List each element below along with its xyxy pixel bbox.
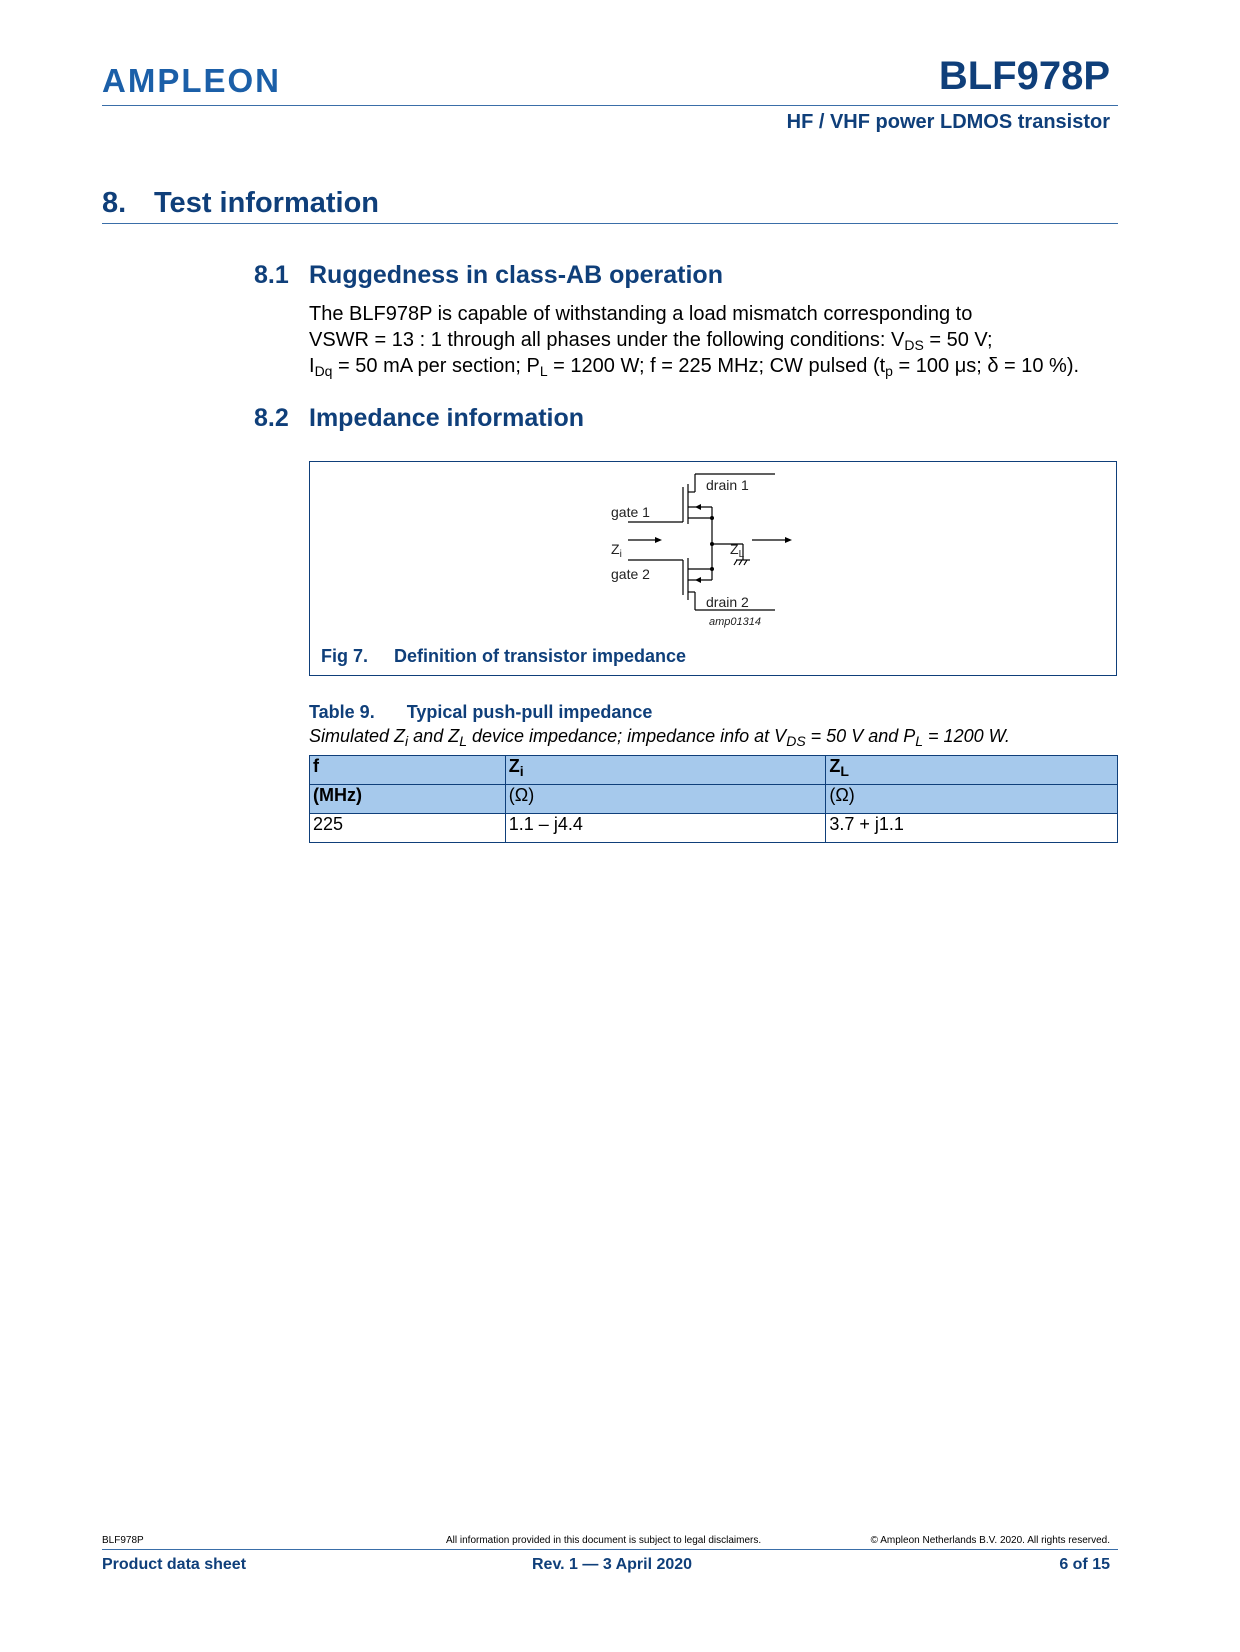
header-rule — [102, 105, 1118, 106]
unit-ohm-zl: (Ω) — [826, 785, 1118, 814]
footer-page-number: 6 of 15 — [1059, 1556, 1110, 1573]
section-8-number: 8. — [102, 187, 127, 219]
zl-label: $Z_L$ — [730, 541, 745, 560]
zi-arrowhead — [655, 537, 662, 543]
cell-zi: 1.1 – j4.4 — [505, 814, 826, 843]
footer-doc-id: BLF978P — [102, 1535, 144, 1546]
lower-source-arrow — [695, 577, 701, 583]
para-line-3: $I_{Dq} = 50$ mA per section; $P_L = 1200$ W; f = 225 MHz; CW pulsed ($t_p = 100$ μs; δ = 10 %). — [309, 355, 1080, 379]
product-name: BLF978P — [938, 54, 1110, 98]
figure-caption-text: Definition of transistor impedance — [394, 646, 687, 666]
zl-arrowhead — [785, 537, 792, 543]
cell-zl: 3.7 + j1.1 — [826, 814, 1118, 843]
footer-rule — [102, 1549, 1118, 1550]
header-f: f — [310, 756, 506, 785]
company-logo: AMPLEON — [102, 62, 281, 99]
drain2-label: drain 2 — [706, 594, 749, 610]
table-caption-number: Table 9. — [309, 702, 375, 722]
impedance-table — [309, 755, 1118, 843]
section-8-2-number: 8.2 — [254, 404, 289, 432]
footer-revision: Rev. 1 — 3 April 2020 — [532, 1556, 693, 1573]
gate1-label: gate 1 — [611, 504, 650, 520]
section-8-1-title: Ruggedness in class-AB operation — [309, 261, 723, 289]
transistor-schematic — [600, 462, 860, 642]
table-units-row — [310, 785, 1118, 814]
table-caption — [309, 702, 652, 723]
footer-doc-type: Product data sheet — [102, 1556, 247, 1573]
cell-frequency: 225 — [310, 814, 506, 843]
table-caption-text: Typical push-pull impedance — [406, 702, 653, 722]
upper-source-arrow — [695, 504, 701, 510]
table-header-row — [310, 756, 1118, 785]
footer-copyright: © Ampleon Netherlands B.V. 2020. All rights reserved. — [870, 1535, 1110, 1546]
ruggedness-paragraph — [309, 301, 1129, 379]
table-row — [310, 814, 1118, 843]
unit-ohm-zi: (Ω) — [505, 785, 826, 814]
zi-label: $Z_i$ — [611, 541, 622, 560]
figure-code: amp01314 — [709, 616, 761, 628]
para-line-1: The BLF978P is capable of withstanding a load mismatch corresponding to — [309, 303, 973, 325]
para-line-2: VSWR = 13 : 1 through all phases under the following conditions: $V_{DS} = 50$ V; — [309, 329, 993, 353]
table-subcaption: Simulated $Z_i$ and $Z_L$ device impedance; impedance info at $V_{DS} = 50$ V and $P_L = 1200$ W. — [309, 726, 1010, 749]
product-subtitle: HF / VHF power LDMOS transistor — [786, 111, 1110, 133]
drain1-label: drain 1 — [706, 477, 749, 493]
footer-disclaimer: All information provided in this document is subject to legal disclaimers. — [446, 1535, 762, 1546]
section-rule — [102, 223, 1118, 224]
section-8-2-title: Impedance information — [309, 404, 585, 432]
header-zl: $Z_L$ — [826, 756, 1118, 785]
unit-mhz: (MHz) — [310, 785, 506, 814]
section-8-1-number: 8.1 — [254, 261, 289, 289]
figure-caption — [321, 646, 686, 667]
figure-caption-number: Fig 7. — [321, 646, 369, 666]
header-zi: $Z_i$ — [505, 756, 826, 785]
section-8-title: Test information — [154, 187, 380, 219]
gate2-label: gate 2 — [611, 566, 650, 582]
